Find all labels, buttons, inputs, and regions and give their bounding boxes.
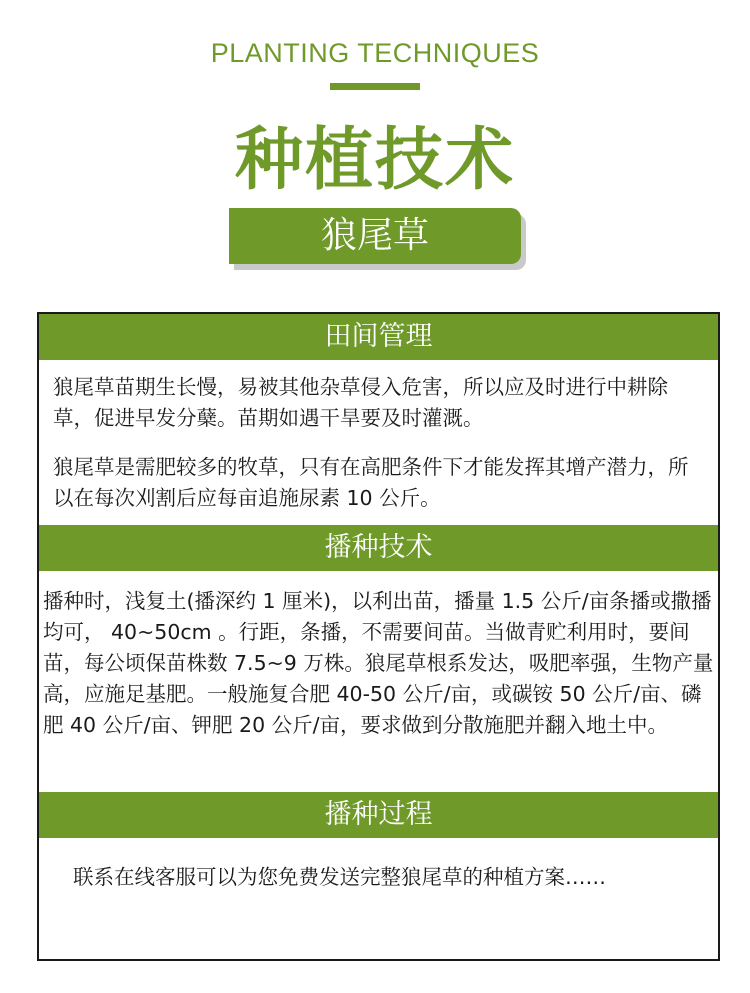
product-tag: 狼尾草: [229, 208, 521, 264]
title-underline: [330, 83, 420, 90]
section-header-sowing-process: 播种过程: [39, 792, 718, 838]
content-box: [37, 312, 720, 961]
section-header-field-management: 田间管理: [39, 314, 718, 360]
section-header-sowing-technique: 播种技术: [39, 525, 718, 571]
field-management-paragraph-2: 狼尾草是需肥较多的牧草，只有在高肥条件下才能发挥其增产潜力，所以在每次刈割后应每亩追施尿素 10 公斤。: [53, 455, 689, 510]
sowing-technique-paragraph: 播种时，浅复土(播深约 1 厘米)，以利出苗，播量 1.5 公斤/亩条播或撒播均可， 40~50cm 。行距，条播，不需要间苗。当做青贮利用时，要间苗，每公顷保苗株数 7.5~9 万株。狼尾草根系发达，吸肥率强，生物产量高，应施足基肥。一般施复合肥 40-50 公斤/亩，或碳铵 50 公斤/亩、磷肥 40 公斤/亩、钾肥 20 公斤/亩，要求做到分散施肥并翻入地土中。: [43, 589, 714, 737]
chinese-title: 种植技术: [234, 121, 515, 200]
field-management-paragraph-1: 狼尾草苗期生长慢，易被其他杂草侵入危害，所以应及时进行中耕除草，促进早发分蘖。苗期如遇干旱要及时灌溉。: [53, 375, 668, 430]
sowing-process-paragraph: 联系在线客服可以为您免费发送完整狼尾草的种植方案……: [73, 865, 606, 889]
english-title: PLANTING TECHNIQUES: [210, 38, 540, 68]
